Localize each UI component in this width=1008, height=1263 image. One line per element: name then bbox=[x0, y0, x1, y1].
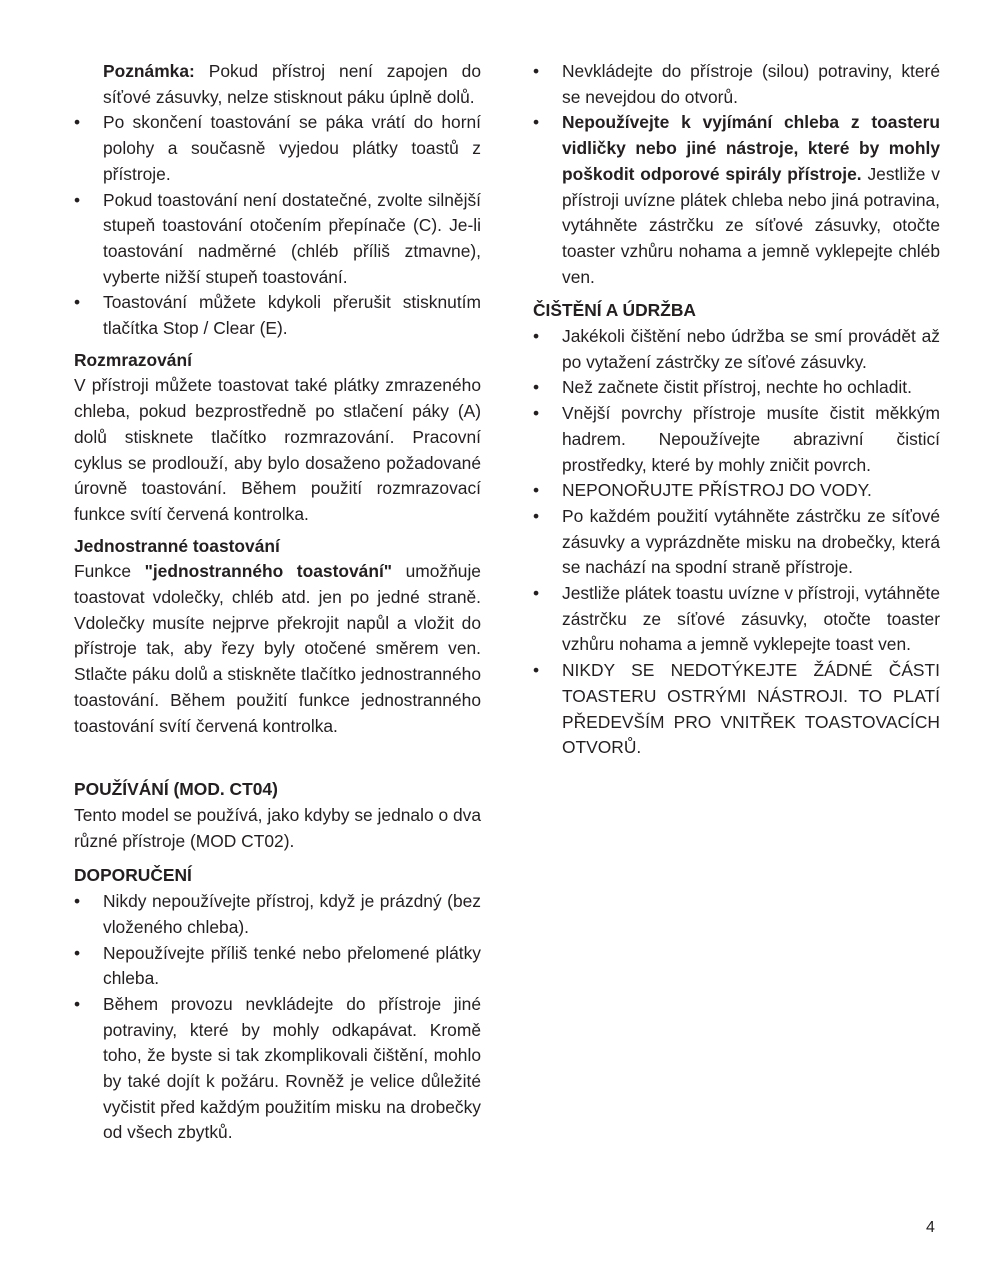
list-item bbox=[74, 941, 481, 992]
bullet-icon: • bbox=[533, 112, 540, 133]
list-item-text: Nepoužívejte příliš tenké nebo přelomené plátky chleba. bbox=[103, 942, 481, 989]
list-item bbox=[533, 324, 940, 375]
list-item-text: NIKDY SE NEDOTÝKEJTE ŽÁDNÉ ČÁSTI TOASTERU OSTRÝMI NÁSTROJI. TO PLATÍ PŘEDEVŠÍM PRO VNITŘEK TOASTOVACÍCH OTVORŮ. bbox=[562, 660, 940, 758]
bullet-icon: • bbox=[533, 480, 540, 501]
warning-bold-text: Nepoužívejte k vyjímání chleba z toasteru vidličky nebo jiné nástroje, které by mohly poškodit odporové spirály přístroje. bbox=[562, 112, 940, 184]
bullet-icon: • bbox=[533, 377, 540, 398]
list-item-text: Po každém použití vytáhněte zástrčku ze síťové zásuvky a vyprázdněte misku na drobečky, která se nachází na spodní straně přístroje. bbox=[562, 505, 940, 578]
list-item bbox=[533, 401, 940, 478]
note-label: Poznámka: bbox=[103, 61, 195, 81]
ct04-heading: POUŽÍVÁNÍ (MOD. CT04) bbox=[74, 779, 278, 800]
list-item bbox=[74, 110, 481, 187]
list-item bbox=[533, 504, 940, 581]
list-item-text: NEPONOŘUJTE PŘÍSTROJ DO VODY. bbox=[562, 480, 872, 501]
cleaning-heading: ČIŠTĚNÍ A ÚDRŽBA bbox=[533, 300, 696, 321]
list-item-text: Vnější povrchy přístroje musíte čistit měkkým hadrem. Nepoužívejte abrazivní čisticí prostředky, které by mohly zničit povrch. bbox=[562, 403, 940, 475]
list-item-text: Během provozu nevkládejte do přístroje jiné potraviny, které by mohly odkapávat. Kromě toho, že byste si tak zkomplikovali čištění, mohlo by také dojít k požáru. Rovněž je velice důležité vyčistit před každým použitím misku na drobečky od všech zbytků. bbox=[103, 993, 481, 1143]
one-sided-bold: "jednostranného toastování" bbox=[144, 561, 393, 582]
list-item-text: Toastování můžete kdykoli přerušit stisknutím tlačítka Stop / Clear (E). bbox=[103, 292, 481, 339]
bullet-icon: • bbox=[74, 942, 81, 963]
page-number: 4 bbox=[926, 1219, 935, 1236]
one-sided-paragraph bbox=[74, 559, 481, 739]
defrost-heading: Rozmrazování bbox=[74, 349, 192, 370]
bullet-icon: • bbox=[533, 583, 540, 604]
advice-heading: DOPORUČENÍ bbox=[74, 865, 192, 886]
list-item bbox=[533, 658, 940, 761]
bullet-icon: • bbox=[533, 326, 540, 347]
ct04-paragraph: Tento model se používá, jako kdyby se jednalo o dva různé přístroje (MOD CT02). bbox=[74, 804, 481, 851]
list-item-text: Nikdy nepoužívejte přístroj, když je prázdný (bez vloženého chleba). bbox=[103, 891, 481, 937]
left-column bbox=[74, 59, 481, 1146]
list-item bbox=[74, 992, 481, 1146]
bullet-icon: • bbox=[74, 189, 81, 210]
list-item bbox=[533, 110, 940, 290]
one-sided-intro: Funkce bbox=[74, 561, 145, 582]
one-sided-heading: Jednostranné toastování bbox=[74, 535, 280, 556]
list-item-text: Jestliže plátek toastu uvízne v přístroji, vytáhněte zástrčku ze síťové zásuvky, otočte toaster vzhůru nohama a jemně vyklepejte toast ven. bbox=[562, 583, 940, 655]
right-column bbox=[533, 59, 940, 761]
list-item-text: Po skončení toastování se páka vrátí do horní polohy a současně vyjedou plátky toastů z přístroje. bbox=[103, 112, 481, 184]
list-item-text: Než začnete čistit přístroj, nechte ho ochladit. bbox=[562, 377, 912, 398]
bullet-icon: • bbox=[533, 61, 540, 81]
note-paragraph bbox=[74, 59, 481, 110]
list-item-text: Jakékoli čištění nebo údržba se smí provádět až po vytažení zástrčky ze síťové zásuvky. bbox=[562, 326, 940, 372]
bullet-icon: • bbox=[533, 660, 540, 681]
bullet-icon: • bbox=[533, 403, 540, 424]
bullet-icon: • bbox=[74, 112, 81, 133]
bullet-icon: • bbox=[74, 891, 81, 912]
list-item bbox=[533, 581, 940, 658]
list-item-text: Jestliže v přístroji uvízne plátek chleba nebo jiná potravina, vytáhněte zástrčku ze síťové zásuvky, otočte toaster vzhůru nohama a jemně vyklepejte chléb ven. bbox=[562, 163, 940, 287]
bullet-icon: • bbox=[533, 505, 540, 526]
bullet-icon: • bbox=[74, 993, 81, 1014]
one-sided-text: umožňuje toastovat vdolečky, chléb atd. jen po jedné straně. Vdolečky musíte nejprve překrojit napůl a vložit do přístroje tak, aby řezy byly otočené směrem ven. Stlačte páku dolů a stiskněte tlačítko jednostranného toastování. Během použití funkce jednostranného toastování svítí červená kontrolka. bbox=[74, 561, 481, 736]
list-item bbox=[74, 188, 481, 291]
list-item bbox=[74, 290, 481, 341]
note-text: Pokud přístroj není zapojen do síťové zásuvky, nelze stisknout páku úplně dolů. bbox=[103, 61, 481, 107]
list-item-text: Pokud toastování není dostatečné, zvolte silnější stupeň toastování otočením přepínače (C). Je-li toastování nadměrné (chléb příliš ztmavne), vyberte nižší stupeň toastování. bbox=[103, 189, 481, 287]
list-item bbox=[533, 478, 940, 504]
list-item bbox=[533, 375, 940, 401]
bullet-icon: • bbox=[74, 292, 81, 313]
defrost-paragraph: V přístroji můžete toastovat také plátky zmrazeného chleba, pokud bezprostředně po stlačení páky (A) dolů stisknete tlačítko rozmrazování. Pracovní cyklus se prodlouží, aby bylo dosaženo požadované úrovně toastování. Během použití rozmrazovací funkce svítí červená kontrolka. bbox=[74, 375, 481, 524]
list-item bbox=[533, 59, 940, 110]
list-item-text: Nevkládejte do přístroje (silou) potraviny, které se nevejdou do otvorů. bbox=[562, 61, 940, 107]
list-item bbox=[74, 889, 481, 940]
